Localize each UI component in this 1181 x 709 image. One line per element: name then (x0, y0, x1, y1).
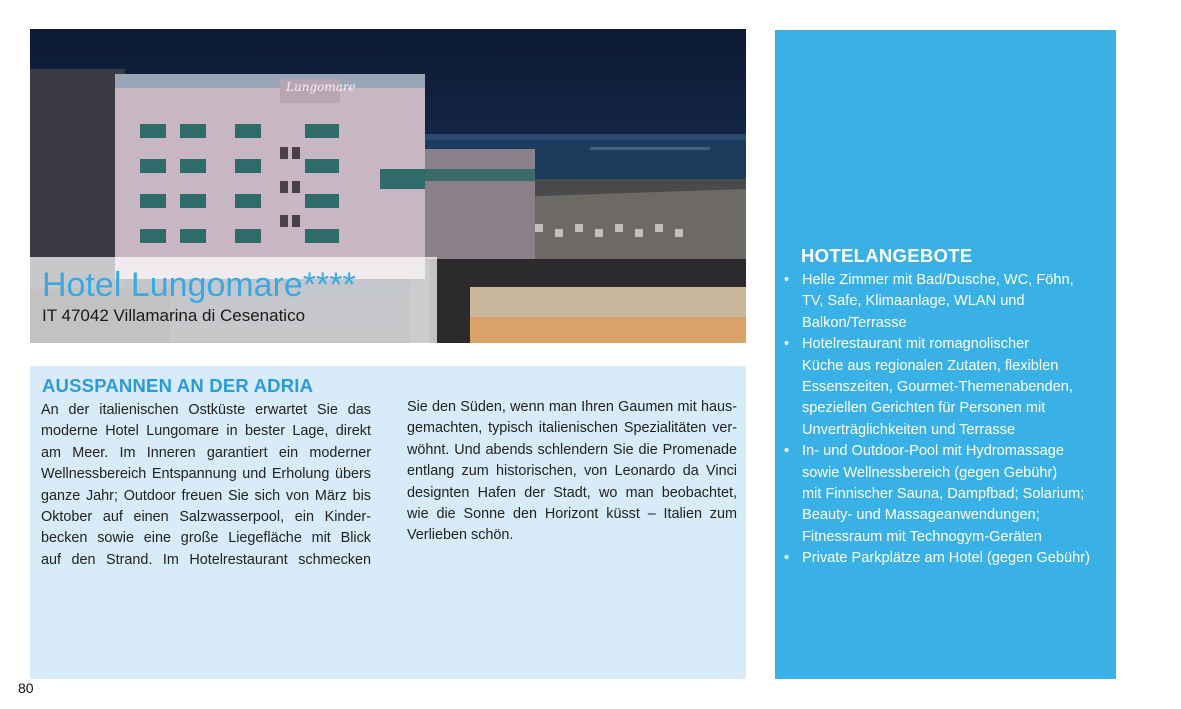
text-line: Hotelrestaurant mit romagnolischer (802, 336, 1030, 353)
text-line: becken sowie eine große Liegefläche mit Blick (41, 530, 371, 547)
text-line: Private Parkplätze am Hotel (gegen Gebühr) (802, 550, 1090, 567)
text-line: ganze Jahr; Outdoor freuen Sie sich von März bis (41, 487, 371, 504)
list-item (784, 441, 1090, 548)
text-line: wöhnt. Und abends schlendern Sie die Promenade (407, 441, 737, 458)
offers-title: HOTELANGEBOTE (801, 245, 973, 266)
text-line: speziellen Gerichten für Personen mit (802, 400, 1046, 417)
list-item (784, 334, 1090, 441)
text-line: Beauty- und Massageanwendungen; (802, 507, 1040, 524)
text-line: Unverträglichkeiten und Terrasse (802, 421, 1016, 438)
description-column-1 (41, 400, 371, 571)
text-line: gemachten, typisch italienischen Spezialitäten ver- (407, 420, 737, 437)
text-line: An der italienischen Ostküste erwartet Sie das (41, 402, 371, 418)
text-line: Helle Zimmer mit Bad/Dusche, WC, Föhn, (802, 272, 1074, 288)
text-line: Verlieben schön. (407, 527, 514, 544)
text-line: auf den Strand. Im Hotelrestaurant schmecken (41, 551, 371, 568)
text-line: TV, Safe, Klimaanlage, WLAN und (802, 293, 1025, 310)
description-column-2 (407, 397, 737, 547)
bullet-icon: • (784, 550, 790, 567)
text-line: Essenszeiten, Gourmet-Themenabenden, (802, 379, 1073, 396)
text-line: Küche aus regionalen Zutaten, flexiblen (802, 357, 1059, 374)
text-line: Fitnessraum mit Technogym-Geräten (802, 528, 1042, 545)
page-number: 80 (18, 680, 34, 696)
list-item (784, 548, 1090, 569)
text-line: Sie den Süden, wenn man Ihren Gaumen mit haus- (407, 399, 737, 415)
description-title: AUSSPANNEN AN DER ADRIA (42, 375, 314, 396)
bullet-icon: • (784, 336, 790, 353)
hotel-logo: Lungomare (286, 80, 356, 94)
text-line: entlang zum historischen, von Leonardo da Vinci (407, 463, 737, 480)
bullet-icon: • (784, 272, 790, 288)
hotel-name: Hotel Lungomare**** (42, 266, 356, 304)
text-line: Oktober auf einen Salzwasserpool, ein Kinder- (41, 508, 371, 525)
text-line: wie die Sonne den Horizont küsst – Italien zum (407, 505, 737, 522)
offers-list (784, 270, 1090, 570)
text-line: Wellnessbereich Entspannung und Erholung übers (41, 466, 371, 483)
hotel-address: IT 47042 Villamarina di Cesenatico (42, 306, 306, 325)
bullet-icon: • (784, 443, 790, 460)
text-line: designten Hafen der Stadt, wo man beobachtet, (407, 484, 737, 501)
text-line: Balkon/Terrasse (802, 314, 907, 331)
text-line: In- und Outdoor-Pool mit Hydromassage (802, 443, 1064, 460)
text-line: moderne Hotel Lungomare in bester Lage, direkt (41, 423, 371, 440)
text-line: mit Finnischer Sauna, Dampfbad; Solarium; (802, 486, 1085, 503)
list-item (784, 270, 1090, 334)
text-line: am Meer. Im Inneren garantiert ein moderner (41, 444, 371, 461)
text-line: sowie Wellnessbereich (gegen Gebühr) (802, 464, 1058, 481)
